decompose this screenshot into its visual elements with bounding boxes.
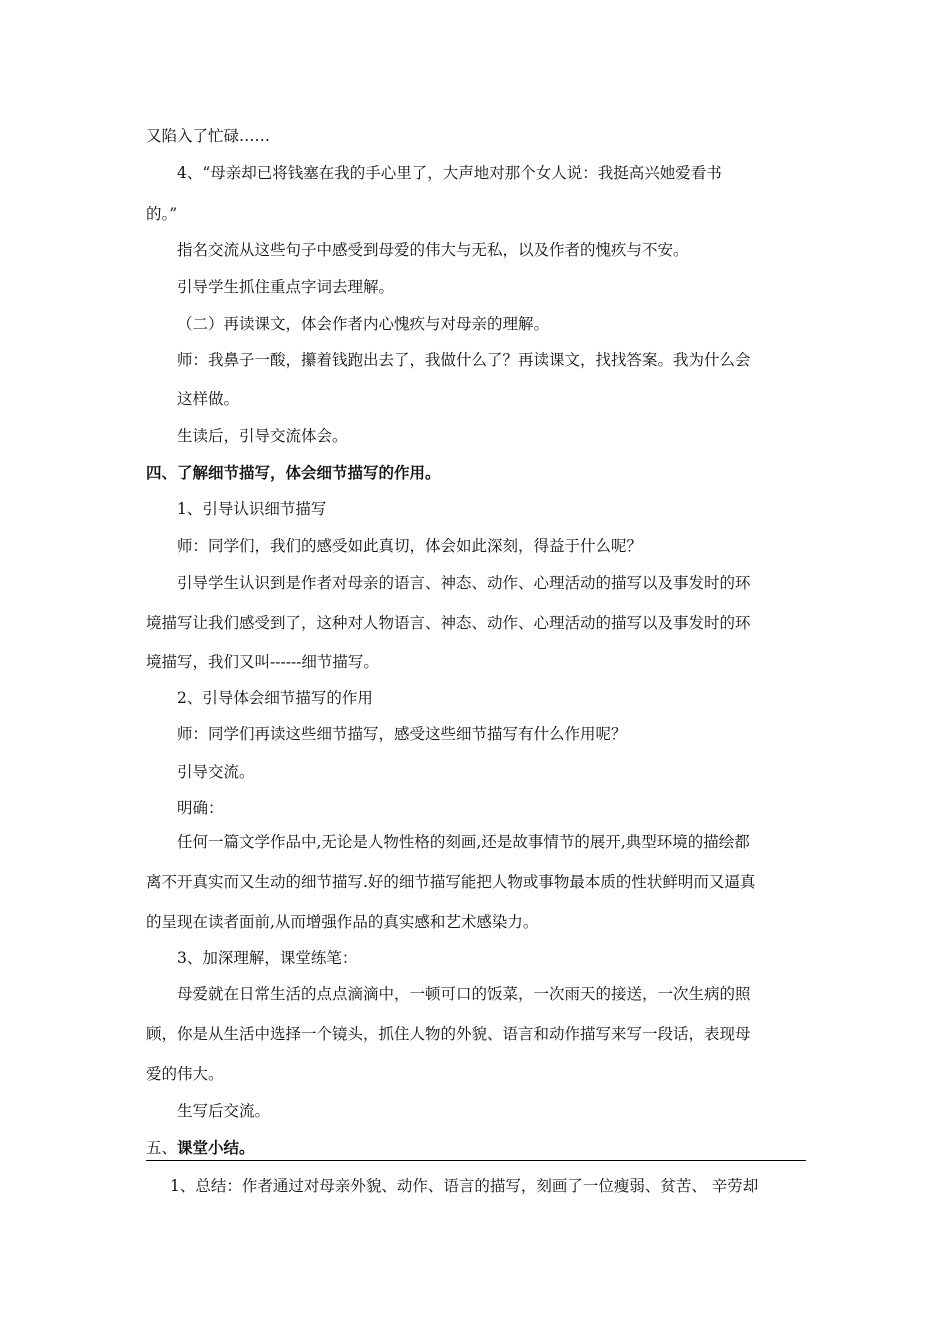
section-title: 课堂小结。 bbox=[177, 1138, 255, 1157]
text-line: 这样做。 bbox=[177, 390, 240, 408]
section-heading: 四、了解细节描写，体会细节描写的作用。 bbox=[146, 463, 441, 482]
text-line: 顾，你是从生活中选择一个镜头，抓住人物的外貌、语言和动作描写来写一段话，表现母 bbox=[146, 1025, 751, 1043]
text-line: 3、加深理解，课堂练笔： bbox=[177, 949, 358, 967]
text-line: 爱的伟大。 bbox=[146, 1065, 224, 1083]
section-heading bbox=[146, 1138, 255, 1158]
text-line: 师：同学们再读这些细节描写，感受这些细节描写有什么作用呢？ bbox=[177, 725, 627, 743]
text-line: 引导交流。 bbox=[177, 763, 255, 781]
text-line: 1、引导认识细节描写 bbox=[177, 500, 327, 518]
section-number: 五、 bbox=[146, 1139, 178, 1157]
text-line: 生写后交流。 bbox=[177, 1102, 271, 1120]
text-line: 的呈现在读者面前,从而增强作品的真实感和艺术感染力。 bbox=[146, 913, 539, 931]
text-line: 指名交流从这些句子中感受到母爱的伟大与无私，以及作者的愧疚与不安。 bbox=[177, 241, 689, 259]
text-line: 又陷入了忙碌…… bbox=[146, 127, 271, 145]
text-line: 任何一篇文学作品中,无论是人物性格的刻画,还是故事情节的展开,典型环境的描绘都 bbox=[177, 833, 750, 851]
text-line: 生读后，引导交流体会。 bbox=[177, 427, 348, 445]
text-line: 境描写让我们感受到了，这种对人物语言、神态、动作、心理活动的描写以及事发时的环 bbox=[146, 614, 751, 632]
text-line: 1、总结：作者通过对母亲外貌、动作、语言的描写，刻画了一位瘦弱、贫苦、 辛劳却 bbox=[170, 1177, 759, 1195]
text-line: 4、“母亲却已将钱塞在我的手心里了，大声地对那个女人说：我挺高兴她爱看书 bbox=[177, 164, 722, 182]
text-line: 境描写，我们又叫------细节描写。 bbox=[146, 653, 379, 671]
text-line: 明确： bbox=[177, 799, 224, 817]
text-line: 引导学生认识到是作者对母亲的语言、神态、动作、心理活动的描写以及事发时的环 bbox=[177, 574, 751, 592]
text-line: 离不开真实而又生动的细节描写.好的细节描写能把人物或事物最本质的性状鲜明而又逼真 bbox=[146, 873, 756, 891]
text-line: 师：我鼻子一酸，攥着钱跑出去了，我做什么了？再读课文，找找答案。我为什么会 bbox=[177, 351, 751, 369]
text-line: 2、引导体会细节描写的作用 bbox=[177, 689, 373, 707]
text-line: （二）再读课文，体会作者内心愧疚与对母亲的理解。 bbox=[177, 315, 550, 333]
text-line: 师：同学们，我们的感受如此真切，体会如此深刻，得益于什么呢？ bbox=[177, 537, 643, 555]
text-line: 的。” bbox=[146, 205, 178, 223]
text-line: 母爱就在日常生活的点点滴滴中，一顿可口的饭菜，一次雨天的接送，一次生病的照 bbox=[177, 985, 751, 1003]
horizontal-rule bbox=[146, 1160, 806, 1161]
text-line: 引导学生抓住重点字词去理解。 bbox=[177, 278, 395, 296]
